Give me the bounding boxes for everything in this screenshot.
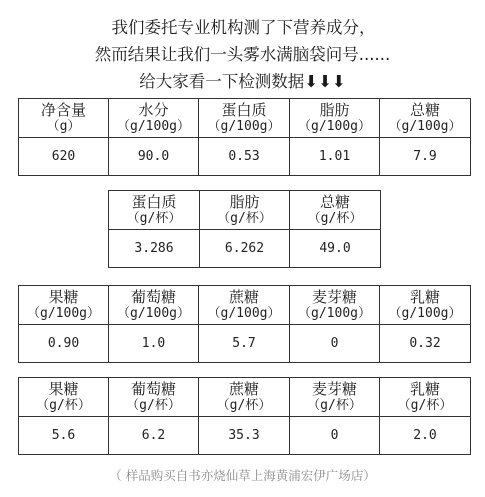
header-name: 果糖 [48, 380, 79, 398]
nutrition-table-per-cup [108, 190, 381, 268]
header-name: 总糖 [409, 101, 440, 119]
sugar-table-per-cup [18, 377, 471, 455]
header-unit: （g/杯） [126, 211, 182, 226]
intro-text [0, 14, 485, 95]
header-name: 净含量 [40, 101, 86, 119]
value-cell: 5.6 [19, 417, 109, 455]
header-name: 总糖 [319, 193, 350, 211]
header-name: 麦芽糖 [311, 380, 357, 398]
intro-line-2: 然而结果让我们一头雾水满脑袋问号...... [94, 45, 391, 64]
sample-source-caption: （ 样品购买自书亦烧仙草上海黄浦宏伊广场店） [109, 468, 376, 483]
table-row [19, 417, 471, 455]
header-name: 麦芽糖 [311, 288, 357, 306]
value-cell: 6.262 [200, 230, 290, 268]
header-unit: （g/杯） [397, 398, 453, 413]
header-name: 蛋白质 [131, 193, 177, 211]
header-name: 蔗糖 [228, 380, 259, 398]
header-unit: （g/100g） [298, 119, 371, 134]
header-unit: （g/100g） [27, 306, 100, 321]
header-cell [19, 99, 109, 138]
value-cell: 620 [19, 138, 109, 176]
header-name: 脂肪 [319, 101, 350, 119]
header-cell [19, 378, 109, 417]
table-row [19, 325, 471, 363]
value-cell: 49.0 [290, 230, 381, 268]
header-cell [109, 286, 199, 325]
header-unit: （g/杯） [307, 398, 362, 413]
value-cell: 0.32 [380, 325, 471, 363]
value-cell: 1.0 [109, 325, 199, 363]
header-cell [290, 191, 381, 230]
value-cell: 0 [290, 417, 380, 455]
header-cell [109, 191, 200, 230]
header-cell [199, 378, 290, 417]
header-cell [380, 99, 471, 138]
header-cell [290, 286, 380, 325]
value-cell: 35.3 [199, 417, 290, 455]
header-unit: （g/杯） [307, 211, 363, 226]
value-cell: 0 [290, 325, 380, 363]
header-cell [380, 378, 471, 417]
intro-line-3: 给大家看一下检测数据⬇⬇⬇ [139, 72, 346, 91]
value-cell: 1.01 [290, 138, 380, 176]
table-row [19, 138, 471, 176]
value-cell: 7.9 [380, 138, 471, 176]
header-unit: （g/100g） [298, 306, 371, 321]
header-cell [19, 286, 109, 325]
header-cell [199, 99, 290, 138]
header-unit: （g/杯） [217, 211, 272, 226]
header-cell [290, 99, 380, 138]
header-unit: （g/100g） [207, 306, 281, 321]
nutrition-table-per-100g [18, 98, 471, 176]
header-unit: （g/100g） [117, 306, 190, 321]
header-unit: （g） [46, 119, 81, 134]
value-cell: 3.286 [109, 230, 200, 268]
header-name: 水分 [138, 101, 169, 119]
header-name: 果糖 [48, 288, 79, 306]
header-cell [109, 99, 199, 138]
header-cell [200, 191, 290, 230]
header-unit: （g/杯） [36, 398, 91, 413]
table-header-row [19, 99, 471, 138]
sugar-table-per-100g [18, 285, 471, 363]
header-cell [109, 378, 199, 417]
header-unit: （g/100g） [207, 119, 281, 134]
header-name: 蛋白质 [221, 101, 267, 119]
header-name: 蔗糖 [228, 288, 259, 306]
header-unit: （g/100g） [117, 119, 190, 134]
header-unit: （g/100g） [388, 306, 462, 321]
header-name: 葡萄糖 [130, 288, 176, 306]
value-cell: 0.90 [19, 325, 109, 363]
header-name: 葡萄糖 [130, 380, 176, 398]
header-cell [380, 286, 471, 325]
header-unit: （g/100g） [388, 119, 462, 134]
header-unit: （g/杯） [216, 398, 272, 413]
header-name: 乳糖 [409, 288, 440, 306]
value-cell: 0.53 [199, 138, 290, 176]
header-cell [199, 286, 290, 325]
value-cell: 6.2 [109, 417, 199, 455]
value-cell: 2.0 [380, 417, 471, 455]
table-row [109, 230, 381, 268]
value-cell: 5.7 [199, 325, 290, 363]
table-header-row [19, 286, 471, 325]
header-unit: （g/杯） [126, 398, 181, 413]
table-header-row [19, 378, 471, 417]
header-name: 脂肪 [229, 193, 260, 211]
value-cell: 90.0 [109, 138, 199, 176]
header-name: 乳糖 [409, 380, 440, 398]
intro-line-1: 我们委托专业机构测了下营养成分， [111, 18, 376, 37]
header-cell [290, 378, 380, 417]
table-header-row [109, 191, 381, 230]
